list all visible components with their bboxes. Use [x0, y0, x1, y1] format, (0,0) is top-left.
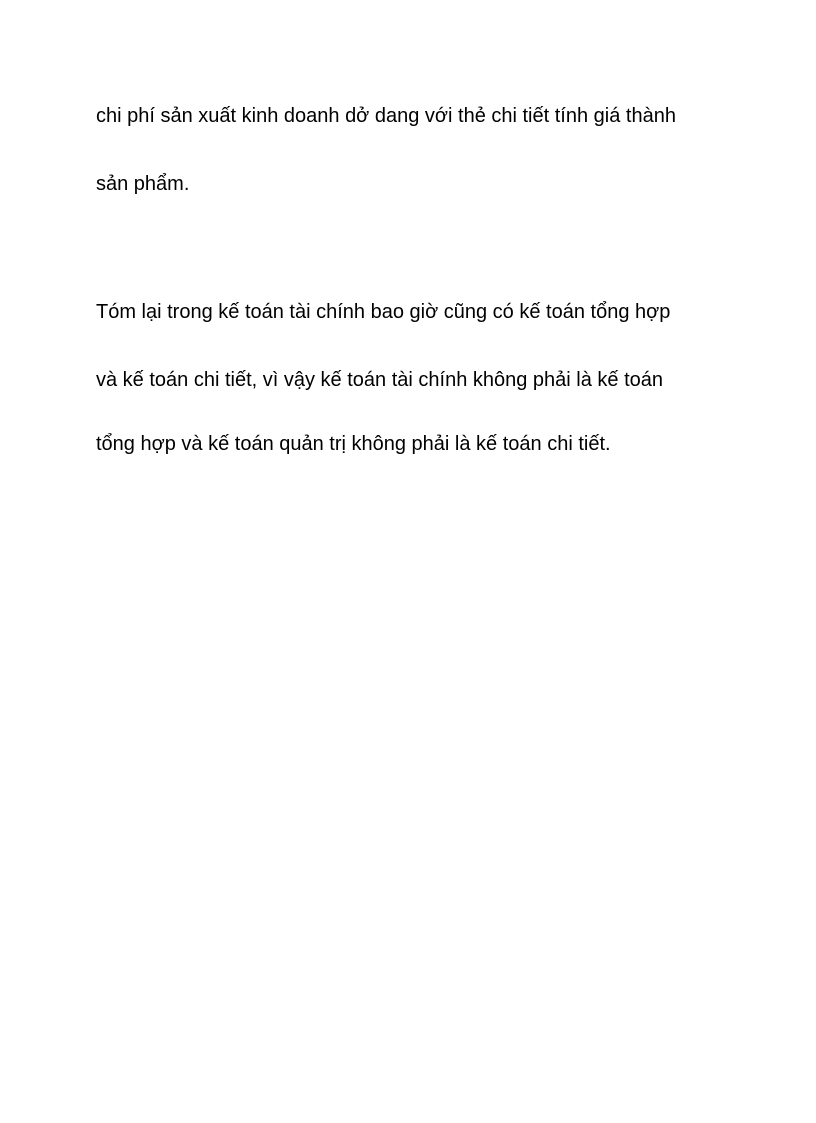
paragraph-1-line-1: chi phí sản xuất kinh doanh dở dang với thẻ chi tiết tính giá thành [96, 105, 676, 127]
paragraph-2-line-1: Tóm lại trong kế toán tài chính bao giờ cũng có kế toán tổng hợp [96, 301, 671, 323]
paragraph-2-line-2: và kế toán chi tiết, vì vậy kế toán tài chính không phải là kế toán [96, 369, 664, 391]
paragraph-2-line-3: tổng hợp và kế toán quản trị không phải là kế toán chi tiết. [96, 433, 611, 455]
paragraph-1-line-2: sản phẩm. [96, 173, 190, 195]
